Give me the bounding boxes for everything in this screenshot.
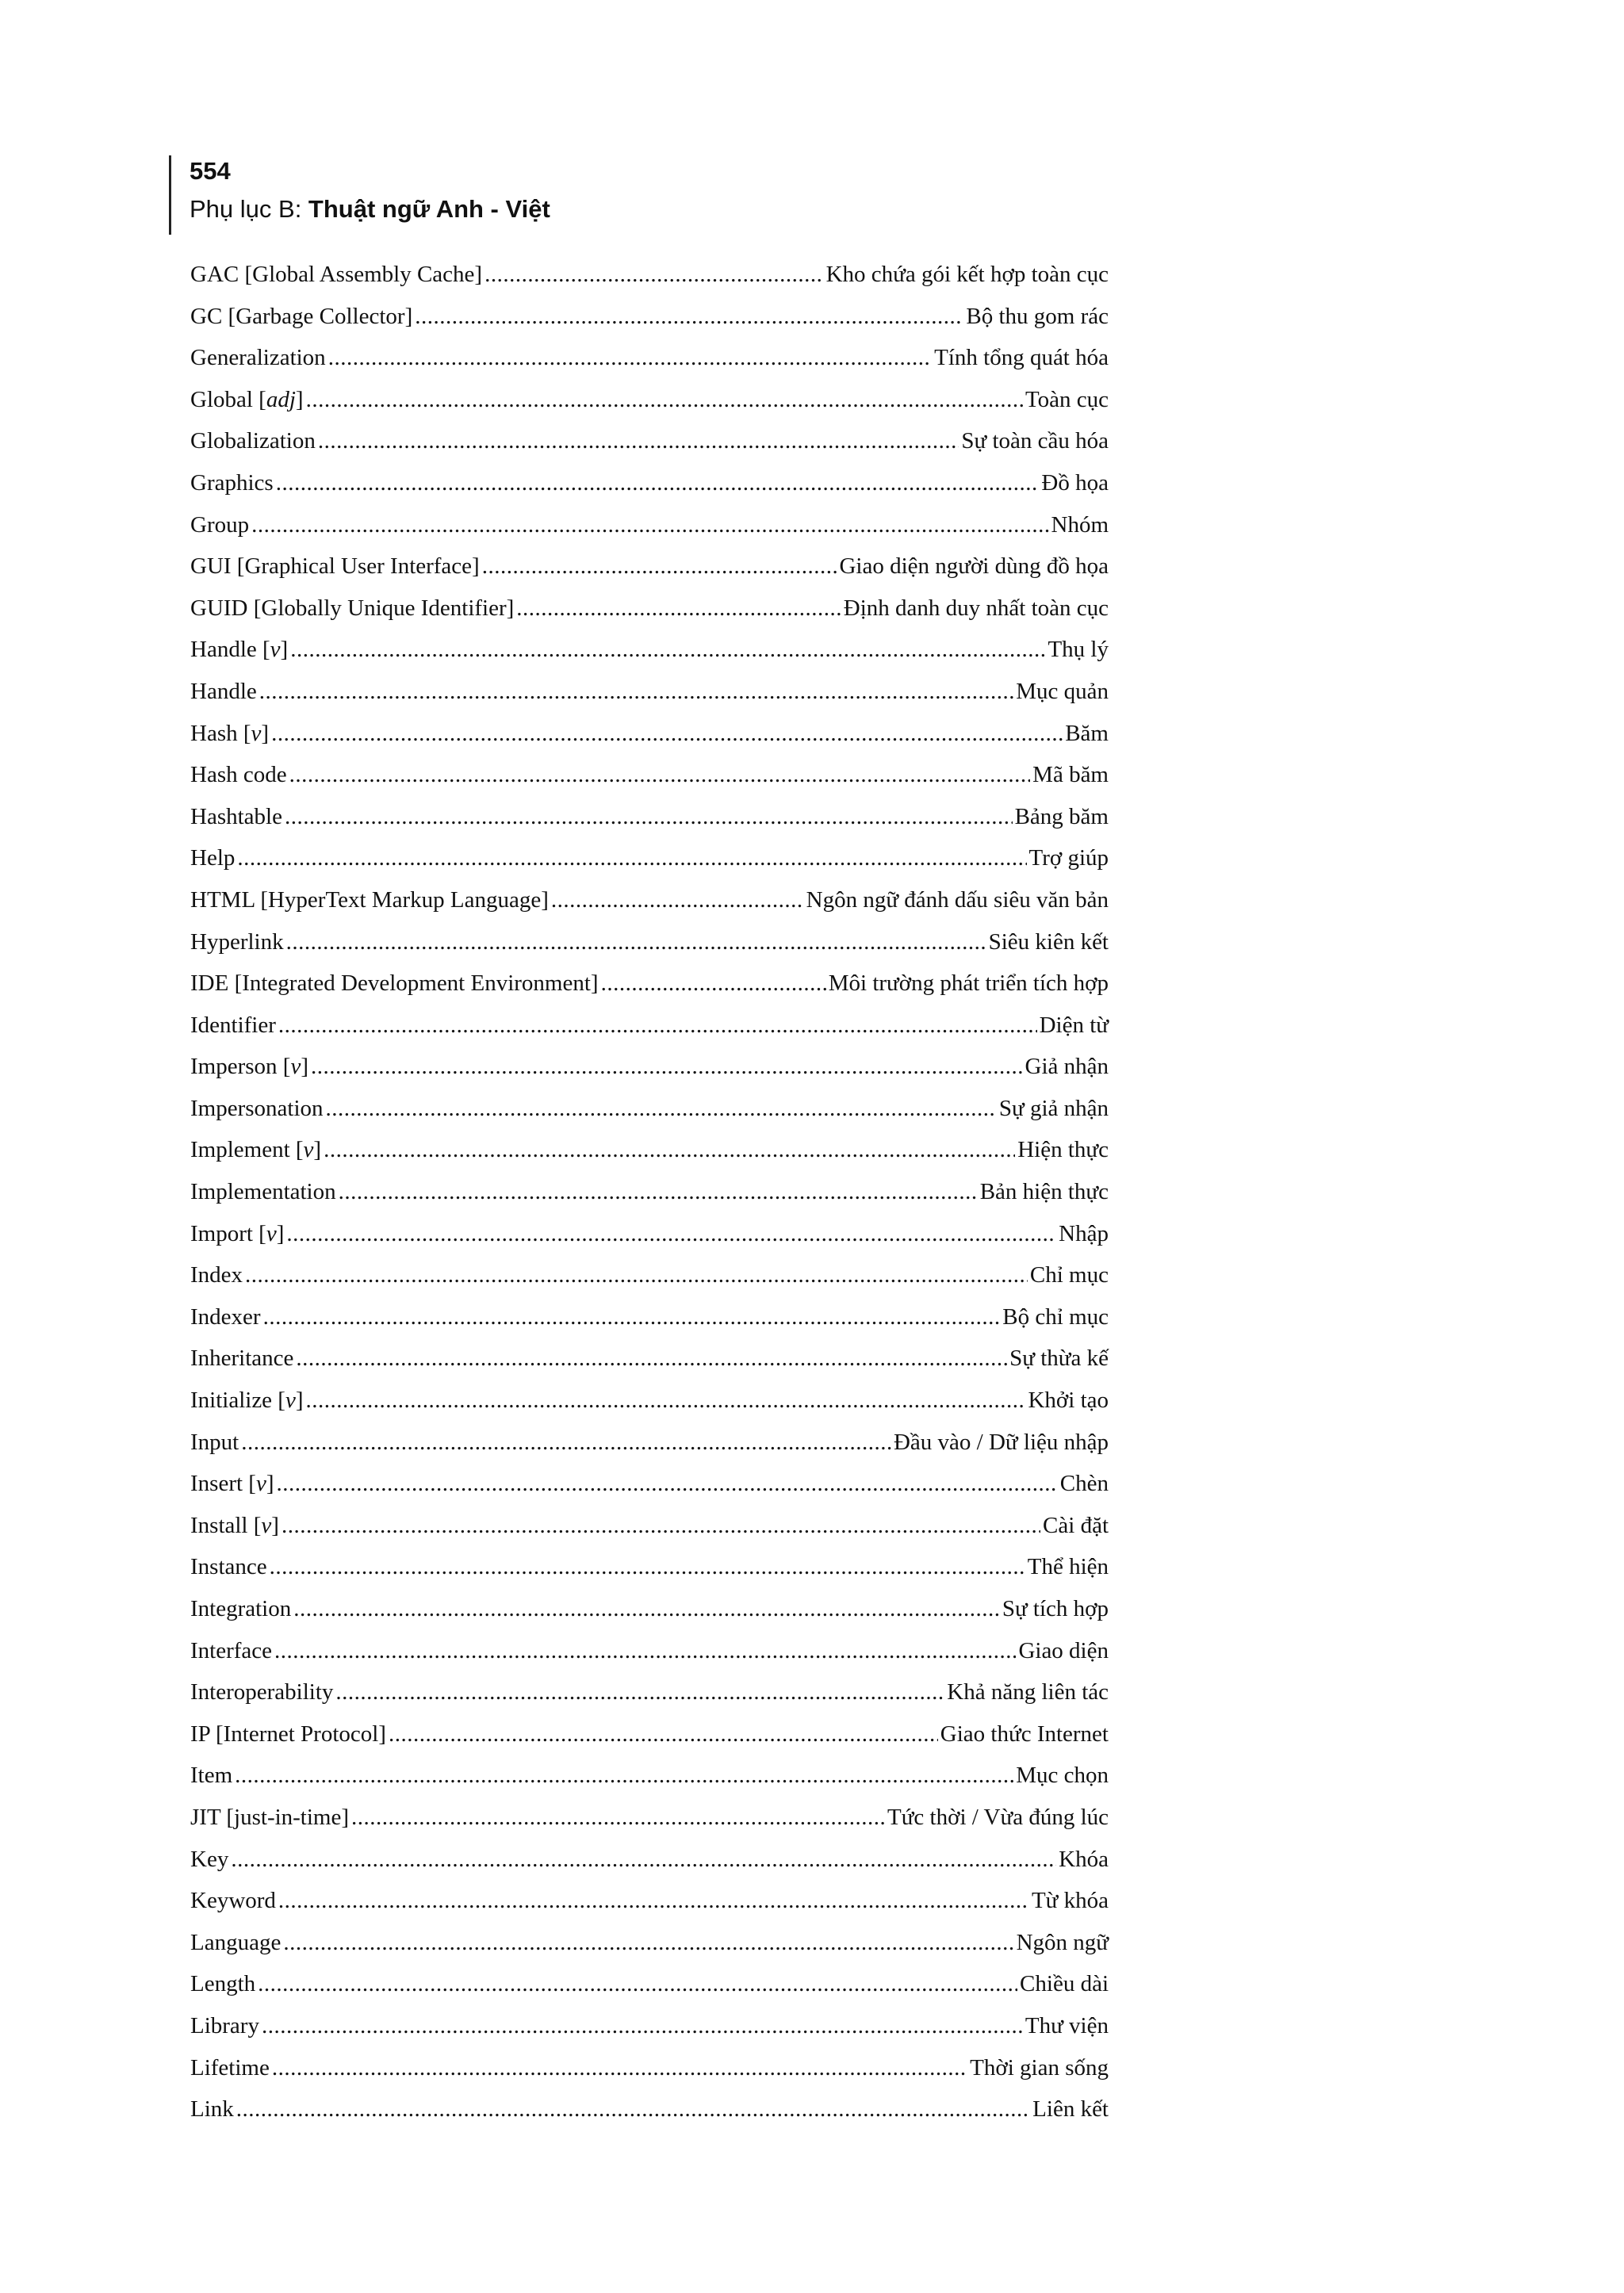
glossary-definition: Từ khóa (1031, 1888, 1109, 1914)
glossary-term (190, 1468, 274, 1499)
term-text: HTML [HyperText Markup Language] (190, 886, 549, 913)
glossary-entry (190, 1009, 1109, 1051)
term-text: Impersonation (190, 1095, 324, 1121)
glossary-term (190, 425, 316, 457)
glossary-entry (190, 301, 1109, 343)
glossary-term (190, 1676, 333, 1708)
glossary-entry (190, 801, 1109, 843)
term-text: Identifier (190, 1012, 276, 1038)
term-text: Globalization (190, 428, 316, 454)
term-text: Instance (190, 1554, 267, 1580)
glossary-term (190, 634, 288, 665)
term-text: Help (190, 845, 236, 871)
glossary-entry (190, 2093, 1109, 2135)
glossary-entry (190, 509, 1109, 551)
glossary-term (190, 1593, 291, 1625)
dot-leader (485, 258, 824, 290)
dot-leader (286, 1218, 1056, 1250)
term-text: Implement [ (190, 1137, 304, 1163)
term-text: Integration (190, 1596, 292, 1621)
dot-leader (258, 1968, 1017, 2000)
dot-leader (328, 342, 932, 373)
term-text-end: ] (276, 1220, 285, 1246)
glossary-term (190, 1093, 324, 1124)
glossary-definition: Mã băm (1032, 762, 1109, 788)
term-text-end: ] (266, 1471, 274, 1497)
glossary-definition: Liên kết (1032, 2096, 1109, 2123)
glossary-entry (190, 1342, 1109, 1384)
glossary-entry (190, 550, 1109, 592)
dot-leader (272, 2052, 967, 2084)
glossary-term (190, 884, 549, 916)
glossary-definition: Giả nhận (1025, 1054, 1109, 1080)
glossary-definition: Sự thừa kế (1009, 1346, 1109, 1372)
glossary-entry (190, 1968, 1109, 2010)
glossary-definition: Hiện thực (1017, 1137, 1109, 1163)
part-of-speech: v (266, 1220, 277, 1246)
term-text: Language (190, 1929, 282, 1955)
glossary-term (190, 2052, 270, 2084)
glossary-term (190, 592, 514, 624)
dot-leader (351, 1801, 885, 1833)
dot-leader (278, 1885, 1029, 1916)
glossary-entry (190, 1468, 1109, 1510)
term-text: Length (190, 1971, 256, 1997)
part-of-speech: v (285, 1388, 296, 1414)
dot-leader (278, 1009, 1037, 1041)
page-header (169, 155, 647, 235)
term-text: Initialize [ (190, 1388, 285, 1414)
dot-leader (551, 884, 804, 916)
glossary-definition: Tức thời / Vừa đúng lúc (887, 1804, 1109, 1830)
glossary-term (190, 301, 412, 332)
term-text: Implementation (190, 1179, 336, 1205)
glossary-definition: Toàn cục (1025, 386, 1109, 412)
glossary-term (190, 842, 235, 874)
term-text: Library (190, 2012, 259, 2038)
term-text: IP [Internet Protocol] (190, 1721, 386, 1747)
glossary-definition: Băm (1065, 720, 1109, 746)
dot-leader (516, 592, 841, 624)
term-text: Hashtable (190, 803, 282, 829)
glossary-entry (190, 1885, 1109, 1927)
glossary-definition: Mục chọn (1016, 1763, 1109, 1789)
glossary-definition: Định danh duy nhất toàn cục (843, 595, 1109, 621)
term-text: Handle [ (190, 637, 270, 663)
glossary-definition: Đầu vào / Dữ liệu nhập (893, 1429, 1109, 1455)
glossary-term (190, 676, 257, 707)
glossary-term (190, 1843, 228, 1875)
glossary-entry (190, 1759, 1109, 1801)
glossary-entry (190, 676, 1109, 718)
term-text-end: ] (295, 386, 304, 412)
dot-leader (389, 1718, 938, 1750)
glossary-definition: Tính tổng quát hóa (934, 345, 1109, 371)
glossary-term (190, 967, 599, 999)
glossary-definition: Sự tích hợp (1002, 1596, 1109, 1621)
glossary-definition: Trợ giúp (1028, 845, 1109, 871)
glossary-entry (190, 2052, 1109, 2094)
glossary-entry (190, 1676, 1109, 1718)
glossary-term (190, 1801, 349, 1833)
glossary-entry (190, 1718, 1109, 1760)
glossary-entry (190, 1593, 1109, 1635)
glossary-entry (190, 467, 1109, 509)
glossary-entry (190, 1301, 1109, 1343)
part-of-speech: v (261, 1512, 272, 1538)
glossary-definition: Giao diện (1018, 1637, 1109, 1663)
dot-leader (271, 718, 1063, 749)
glossary-definition: Khởi tạo (1028, 1388, 1109, 1414)
glossary-term (190, 467, 274, 499)
glossary-entry (190, 842, 1109, 884)
glossary-definition: Mục quản (1016, 678, 1109, 704)
dot-leader (259, 676, 1013, 707)
glossary-definition: Cài đặt (1043, 1512, 1109, 1538)
dot-leader (286, 926, 986, 958)
glossary-definition: Thể hiện (1027, 1554, 1109, 1580)
dot-leader (296, 1342, 1007, 1374)
glossary-term (190, 1009, 276, 1041)
term-text: Imperson [ (190, 1054, 291, 1080)
dot-leader (276, 467, 1040, 499)
dot-leader (318, 425, 959, 457)
term-text: Interface (190, 1637, 273, 1663)
term-text: Index (190, 1262, 243, 1288)
glossary-term (190, 1968, 255, 2000)
glossary-term (190, 1759, 232, 1791)
glossary-definition: Giao diện người dùng đồ họa (839, 553, 1109, 580)
glossary-entry (190, 2010, 1109, 2052)
glossary-definition: Ngôn ngữ đánh dấu siêu văn bản (806, 886, 1109, 913)
term-text: Import [ (190, 1220, 266, 1246)
part-of-speech: v (290, 1054, 301, 1080)
dot-leader (415, 301, 963, 332)
term-text-end: ] (313, 1137, 322, 1163)
glossary-term (190, 1051, 308, 1082)
glossary-term (190, 550, 480, 582)
glossary-entry (190, 1134, 1109, 1176)
term-text: Hyperlink (190, 928, 284, 955)
glossary-entry (190, 926, 1109, 968)
term-text-end: ] (261, 720, 270, 746)
glossary-term (190, 1510, 279, 1541)
term-text-end: ] (271, 1512, 279, 1538)
part-of-speech: v (270, 637, 281, 663)
term-text: GUI [Graphical User Interface] (190, 553, 480, 580)
term-text: Indexer (190, 1303, 261, 1330)
dot-leader (274, 1635, 1016, 1667)
term-text: IDE [Integrated Development Environment] (190, 970, 599, 997)
dot-leader (482, 550, 837, 582)
dot-leader (282, 1510, 1040, 1541)
term-text: Key (190, 1846, 229, 1872)
glossary-entry (190, 592, 1109, 634)
glossary-entry (190, 884, 1109, 926)
glossary-definition: Nhóm (1051, 511, 1109, 538)
glossary-entry (190, 967, 1109, 1009)
dot-leader (289, 759, 1031, 790)
glossary-entry (190, 1218, 1109, 1260)
dot-leader (236, 2093, 1030, 2125)
term-text: Global [ (190, 386, 266, 412)
glossary-definition: Siêu kiên kết (988, 928, 1109, 955)
term-text-end: ] (280, 637, 289, 663)
glossary-entry (190, 342, 1109, 384)
part-of-speech: adj (266, 386, 296, 412)
glossary-term (190, 801, 282, 833)
appendix-title: Thuật ngữ Anh - Việt (308, 195, 550, 223)
glossary-definition: Bộ thu gom rác (966, 303, 1109, 329)
glossary-term (190, 2010, 259, 2042)
glossary-definition: Giao thức Internet (940, 1721, 1109, 1747)
glossary-definition: Thư viện (1025, 2012, 1109, 2038)
glossary-definition: Diện từ (1039, 1012, 1109, 1038)
part-of-speech: v (251, 720, 262, 746)
glossary-entry (190, 634, 1109, 676)
glossary-definition: Chèn (1059, 1471, 1109, 1497)
term-text: Lifetime (190, 2054, 270, 2081)
term-text: Item (190, 1763, 233, 1789)
term-text: Graphics (190, 469, 274, 496)
glossary-definition: Khóa (1059, 1846, 1109, 1872)
term-text: Handle (190, 678, 257, 704)
dot-leader (311, 1051, 1023, 1082)
glossary-definition: Bộ chỉ mục (1002, 1303, 1109, 1330)
dot-leader (335, 1676, 944, 1708)
term-text: Keyword (190, 1888, 276, 1914)
glossary-term (190, 384, 304, 415)
glossary-term (190, 926, 284, 958)
dot-leader (263, 1301, 1001, 1333)
glossary-entry (190, 1176, 1109, 1218)
glossary-definition: Bản hiện thực (979, 1179, 1109, 1205)
dot-leader (339, 1176, 978, 1208)
dot-leader (251, 509, 1048, 541)
dot-leader (283, 1927, 1013, 1958)
glossary-definition: Sự giả nhận (998, 1095, 1109, 1121)
glossary-definition: Kho chứa gói kết hợp toàn cục (825, 262, 1109, 287)
glossary-term (190, 1551, 267, 1583)
dot-leader (293, 1593, 1000, 1625)
glossary-term (190, 509, 249, 541)
glossary-entry (190, 1093, 1109, 1135)
glossary-entry (190, 1551, 1109, 1593)
glossary-definition: Ngôn ngữ (1016, 1929, 1109, 1955)
dot-leader (324, 1134, 1015, 1166)
term-text: Install [ (190, 1512, 262, 1538)
dot-leader (262, 2010, 1023, 2042)
page-number: 554 (190, 157, 231, 185)
dot-leader (290, 634, 1045, 665)
term-text: GC [Garbage Collector] (190, 303, 413, 329)
dot-leader (285, 801, 1013, 833)
term-text: Insert [ (190, 1471, 256, 1497)
glossary-entry (190, 1843, 1109, 1885)
appendix-prefix: Phụ lục B: (190, 195, 308, 223)
glossary-definition: Nhập (1059, 1220, 1109, 1246)
glossary-definition: Sự toàn cầu hóa (961, 428, 1109, 454)
glossary-term (190, 1342, 293, 1374)
term-text: Input (190, 1429, 239, 1455)
glossary-definition: Thời gian sống (970, 2054, 1109, 2081)
glossary-entry (190, 1927, 1109, 1969)
glossary-definition: Khả năng liên tác (947, 1679, 1109, 1705)
glossary-entry (190, 759, 1109, 801)
glossary-definition: Môi trường phát triển tích hợp (828, 970, 1109, 997)
glossary-entry (190, 1635, 1109, 1677)
glossary-term (190, 2093, 234, 2125)
glossary-entry (190, 384, 1109, 426)
term-text: Group (190, 511, 250, 538)
glossary-list (190, 258, 1109, 2135)
glossary-definition: Chỉ mục (1029, 1262, 1109, 1288)
glossary-entry (190, 425, 1109, 467)
glossary-term (190, 1218, 284, 1250)
glossary-definition: Thụ lý (1048, 637, 1109, 663)
glossary-entry (190, 258, 1109, 301)
dot-leader (241, 1426, 891, 1458)
glossary-entry (190, 1384, 1109, 1426)
term-text: Hash [ (190, 720, 251, 746)
dot-leader (245, 1259, 1028, 1291)
glossary-definition: Đồ họa (1041, 469, 1109, 496)
glossary-term (190, 718, 269, 749)
glossary-term (190, 1134, 321, 1166)
dot-leader (306, 384, 1023, 415)
dot-leader (326, 1093, 997, 1124)
dot-leader (276, 1468, 1057, 1499)
term-text: Link (190, 2096, 234, 2123)
glossary-term (190, 258, 482, 290)
glossary-term (190, 1426, 239, 1458)
glossary-definition: Chiều dài (1020, 1971, 1109, 1997)
glossary-term (190, 759, 287, 790)
term-text: Interoperability (190, 1679, 334, 1705)
term-text: Generalization (190, 345, 326, 371)
term-text: GUID [Globally Unique Identifier] (190, 595, 515, 621)
glossary-entry (190, 1051, 1109, 1093)
glossary-term (190, 1301, 261, 1333)
glossary-term (190, 1176, 336, 1208)
dot-leader (231, 1843, 1056, 1875)
dot-leader (235, 1759, 1013, 1791)
term-text-end: ] (295, 1388, 304, 1414)
dot-leader (306, 1384, 1026, 1416)
glossary-term (190, 1259, 243, 1291)
part-of-speech: v (255, 1471, 266, 1497)
term-text-end: ] (301, 1054, 308, 1080)
term-text: Hash code (190, 762, 287, 788)
dot-leader (601, 967, 826, 999)
glossary-term (190, 1718, 386, 1750)
term-text: JIT [just-in-time] (190, 1804, 350, 1830)
dot-leader (270, 1551, 1025, 1583)
glossary-term (190, 1927, 281, 1958)
term-text: GAC [Global Assembly Cache] (190, 262, 483, 287)
running-title (190, 193, 550, 225)
glossary-entry (190, 1259, 1109, 1301)
part-of-speech: v (303, 1137, 314, 1163)
glossary-entry (190, 1801, 1109, 1843)
glossary-term (190, 1635, 272, 1667)
term-text: Inheritance (190, 1346, 294, 1372)
glossary-term (190, 342, 326, 373)
glossary-entry (190, 1510, 1109, 1552)
glossary-term (190, 1885, 276, 1916)
glossary-term (190, 1384, 304, 1416)
glossary-entry (190, 1426, 1109, 1468)
glossary-definition: Bảng băm (1014, 803, 1109, 829)
glossary-entry (190, 718, 1109, 760)
dot-leader (237, 842, 1026, 874)
